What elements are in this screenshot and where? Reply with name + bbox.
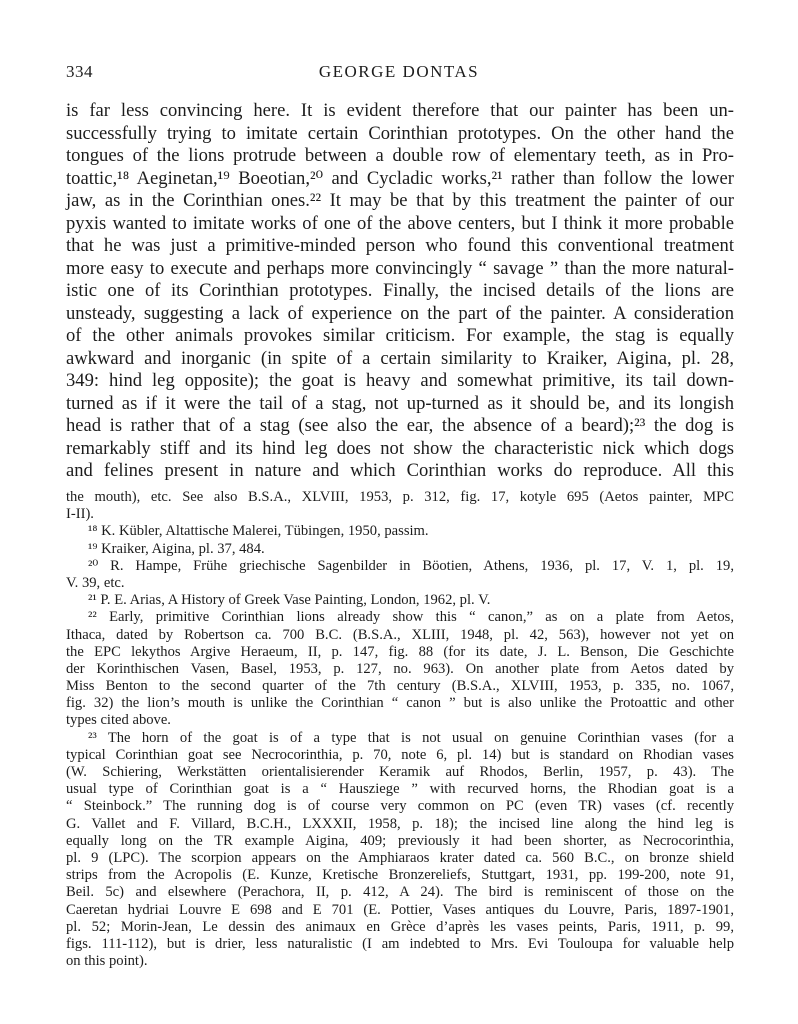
body-line: remarkably stiff and its hind leg does not show the characteristic nick which dogs <box>66 437 734 459</box>
body-line: awkward and inorganic (in spite of a certain similarity to Kraiker, Aigina, pl. 28, <box>66 347 734 369</box>
body-line: jaw, as in the Corinthian ones.²² It may be that by this treatment the painter of our <box>66 190 734 211</box>
running-head: GEORGE DONTAS <box>318 62 480 81</box>
footnote-line: G. Vallet and F. Villard, B.C.H., LXXXII, 1958, p. 18); the incised line along the hind leg is <box>66 815 734 832</box>
footnote-line: pl. 52; Morin-Jean, Le dessin des animaux en Grèce d’après les vases peints, Paris, 1911, p. 99, <box>66 918 734 935</box>
footnote-line: fig. 32) the lion’s mouth is unlike the Corinthian “ canon ” but is also unlike the Protoattic and other <box>66 695 734 712</box>
body-line: and felines present in nature and which Corinthian works do reproduce. All this <box>66 460 734 481</box>
footnote-line: usual type of Corinthian goat is a “ Hausziege ” with recurved horns, the Rhodian goat is a <box>66 781 734 798</box>
footnotes <box>66 489 734 970</box>
footnote-20: ²⁰ R. Hampe, Frühe griechische Sagenbilder in Böotien, Athens, 1936, pl. 17, V. 1, pl. 19, <box>88 557 734 574</box>
page-header <box>66 62 732 86</box>
footnote-line: pl. 9 (LPC). The scorpion appears on the Amphiaraos krater dated ca. 560 B.C., on bronze shield <box>66 849 734 866</box>
footnote-line: Caeretan hydriai Louvre E 698 and E 701 (E. Pottier, Vases antiques du Louvre, Paris, 1897-1901, <box>66 901 734 918</box>
footnote-line: types cited above. <box>66 712 171 729</box>
footnote-line: der Korinthischen Vasen, Basel, 1953, p. 127, no. 963). On another plate from Aetos dated by <box>66 660 734 677</box>
footnote-23: ²³ The horn of the goat is of a type that is not usual on genuine Corinthian vases (for a <box>88 729 734 746</box>
footnote-21: ²¹ P. E. Arias, A History of Greek Vase Painting, London, 1962, pl. V. <box>88 592 491 609</box>
body-line: toattic,¹⁸ Aeginetan,¹⁹ Boeotian,²⁰ and Cycladic works,²¹ rather than follow the lower <box>66 167 734 189</box>
body-line: unsteady, suggesting a lack of experience on the part of the painter. A consideration <box>66 302 734 324</box>
footnote-line: equally long on the TR example Aigina, 409; previously it had been shorter, as Necrocorinthia, <box>66 832 734 849</box>
footnote-line: “ Steinbock.” The running dog is of course very common on PC (even TR) vases (cf. recently <box>66 798 734 815</box>
body-line: pyxis wanted to imitate works of one of the above centers, but I think it more probable <box>66 212 734 234</box>
footnote-19: ¹⁹ Kraiker, Aigina, pl. 37, 484. <box>88 540 265 557</box>
footnote-line: figs. 111-112), but is drier, less naturalistic (I am indebted to Mrs. Evi Touloupa for valuable help <box>66 935 734 952</box>
body-line: tongues of the lions protrude between a double row of elementary teeth, as in Pro- <box>66 145 734 166</box>
footnote-line: Beil. 5c) and elsewhere (Perachora, II, p. 412, A 24). The bird is reminiscent of those on the <box>66 884 734 901</box>
body-line: that he was just a primitive-minded person who found this conventional treatment <box>66 235 734 256</box>
body-line: successfully trying to imitate certain Corinthian prototypes. On the other hand the <box>66 122 734 144</box>
footnote-line: Miss Benton to the second quarter of the 7th century (B.S.A., XLVIII, 1953, p. 335, no. 1067, <box>66 678 734 695</box>
footnote-line: the mouth), etc. See also B.S.A., XLVIII, 1953, p. 312, fig. 17, kotyle 695 (Aetos painter, MPC <box>66 489 734 505</box>
footnote-line: V. 39, etc. <box>66 574 125 591</box>
body-line: head is rather that of a stag (see also the ear, the absence of a beard);²³ the dog is <box>66 415 734 436</box>
body-text <box>66 100 734 483</box>
footnote-line: (W. Schiering, Werkstätten orientalisierender Keramik auf Rhodos, Berlin, 1957, p. 43). The <box>66 764 734 780</box>
body-line: turned as if it were the tail of a stag, not up-turned as it should be, and its longish <box>66 392 734 414</box>
footnote-line: strips from the Acropolis (E. Kunze, Kretische Bronzereliefs, Stuttgart, 1931, pp. 199-200, note 91, <box>66 867 734 884</box>
footnote-line: I-II). <box>66 506 94 523</box>
footnote-22: ²² Early, primitive Corinthian lions already show this “ canon,” as on a plate from Aetos, <box>88 609 734 626</box>
footnote-line: on this point). <box>66 953 148 970</box>
body-line: istic one of its Corinthian prototypes. Finally, the incised details of the lions are <box>66 280 734 301</box>
page-number: 334 <box>66 62 93 81</box>
footnote-line: Ithaca, dated by Robertson ca. 700 B.C. (B.S.A., XLIII, 1948, pl. 42, 563), however not yet on <box>66 626 734 643</box>
footnote-18: ¹⁸ K. Kübler, Altattische Malerei, Tübingen, 1950, passim. <box>88 523 429 540</box>
body-line: 349: hind leg opposite); the goat is heavy and somewhat primitive, its tail down- <box>66 370 734 391</box>
footnote-line: the EPC lekythos Argive Heraeum, II, p. 147, fig. 88 (for its date, J. L. Benson, Die Geschichte <box>66 643 734 660</box>
footnote-line: typical Corinthian goat see Necrocorinthia, p. 70, note 6, pl. 14) but is standard on Rhodian vases <box>66 746 734 763</box>
body-line: is far less convincing here. It is evident therefore that our painter has been un- <box>66 100 734 121</box>
body-line: of the other animals provokes similar criticism. For example, the stag is equally <box>66 325 734 346</box>
body-line: more easy to execute and perhaps more convincingly “ savage ” than the more natural- <box>66 257 734 279</box>
